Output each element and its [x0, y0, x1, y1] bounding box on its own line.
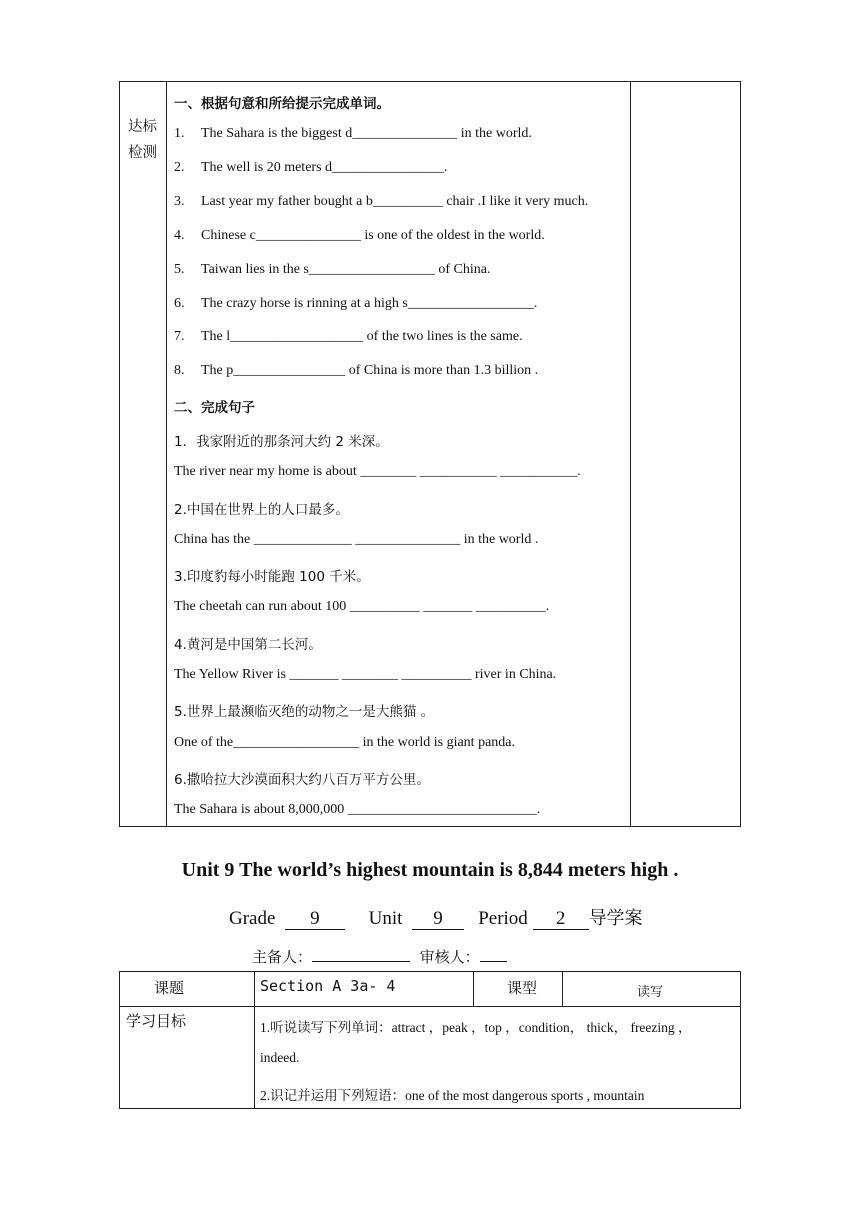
item-number: 2. — [174, 160, 185, 175]
sentence-english: The river near my home is about ________ ___________ ___________. — [174, 464, 581, 479]
sentence-chinese: 2.中国在世界上的人口最多。 — [174, 502, 349, 518]
table-divider — [120, 1006, 740, 1007]
item-number: 7. — [174, 329, 185, 344]
unit-value: 9 — [412, 909, 464, 930]
grade-label: Grade — [229, 908, 276, 929]
reviewer-label: 审核人： — [419, 948, 480, 966]
goal-text: 1.听说读写下列单词：attract ，peak ，top ，condition， thick， freezing ， — [260, 1020, 692, 1035]
sentence-english: The cheetah can run about 100 __________ _______ __________. — [174, 599, 550, 614]
topic-label: 课题 — [154, 979, 185, 997]
reviewer-blank — [480, 947, 507, 962]
unit-label: Unit — [368, 908, 403, 929]
period-value: 2 — [533, 909, 589, 930]
item-text: The p________________ of China is more than 1.3 billion . — [201, 363, 539, 378]
preparer-label: 主备人： — [252, 948, 313, 966]
sentence-english: One of the__________________ in the world is giant panda. — [174, 735, 516, 750]
prep-line — [252, 946, 507, 967]
goal-label: 学习目标 — [126, 1012, 187, 1030]
list-item — [174, 194, 588, 210]
section-label-line: 检测 — [128, 145, 157, 161]
table-divider — [562, 972, 563, 1006]
sentence-english: China has the ______________ _______________ in the world . — [174, 532, 539, 547]
item-text: Last year my father bought a b__________ chair .I like it very much. — [201, 194, 589, 209]
item-number: 5. — [174, 262, 185, 277]
item-number: 8. — [174, 363, 185, 378]
sentence-chinese: 4.黄河是中国第二长河。 — [174, 637, 322, 653]
table-divider — [166, 82, 167, 826]
item-text: Taiwan lies in the s__________________ of China. — [201, 262, 491, 277]
goal-text: indeed. — [260, 1050, 300, 1065]
table-divider — [630, 82, 631, 826]
list-item — [174, 262, 491, 278]
item-number: 6. — [174, 296, 185, 311]
item-number: 1. — [174, 126, 185, 141]
page-title: Unit 9 The world’s highest mountain is 8,844 meters high . — [181, 859, 679, 881]
section-label-line: 达标 — [128, 119, 157, 135]
item-text: The l___________________ of the two lines is the same. — [201, 329, 523, 344]
sentence-english: The Yellow River is _______ ________ __________ river in China. — [174, 667, 557, 682]
list-item — [174, 228, 545, 244]
list-item — [174, 126, 532, 142]
list-item — [174, 160, 448, 176]
type-value: 读写 — [637, 985, 664, 1000]
sentence-chinese: 1．我家附近的那条河大约 2 米深。 — [174, 434, 389, 450]
goal-text: 2.识记并运用下列短语：one of the most dangerous sports , mountain — [260, 1088, 645, 1103]
period-label: Period — [478, 908, 528, 929]
grade-value: 9 — [285, 909, 345, 930]
list-item — [174, 296, 537, 312]
grade-line-suffix: 导学案 — [588, 908, 643, 929]
sentence-chinese: 6.撒哈拉大沙漠面积大约八百万平方公里。 — [174, 772, 430, 788]
item-number: 3. — [174, 194, 185, 209]
table-divider — [473, 972, 474, 1006]
topic-value: Section A 3a- 4 — [260, 977, 396, 995]
grade-line — [229, 904, 643, 930]
type-label: 课型 — [507, 979, 538, 997]
section-label — [128, 114, 162, 166]
section1-heading: 一、根据句意和所给提示完成单词。 — [174, 96, 390, 112]
sentence-english: The Sahara is about 8,000,000 ___________________________. — [174, 802, 541, 817]
item-text: Chinese c_______________ is one of the oldest in the world. — [201, 228, 545, 243]
item-text: The crazy horse is rinning at a high s__________________. — [201, 296, 538, 311]
item-text: The well is 20 meters d________________. — [201, 160, 448, 175]
item-number: 4. — [174, 228, 185, 243]
sentence-chinese: 5.世界上最濒临灭绝的动物之一是大熊猫 。 — [174, 704, 435, 720]
list-item — [174, 363, 538, 379]
section2-heading: 二、完成句子 — [174, 400, 255, 416]
table-divider — [254, 972, 255, 1108]
preparer-blank — [312, 947, 410, 962]
list-item — [174, 329, 523, 345]
sentence-chinese: 3.印度豹每小时能跑 100 千米。 — [174, 569, 370, 585]
item-text: The Sahara is the biggest d_______________ in the world. — [201, 126, 532, 141]
